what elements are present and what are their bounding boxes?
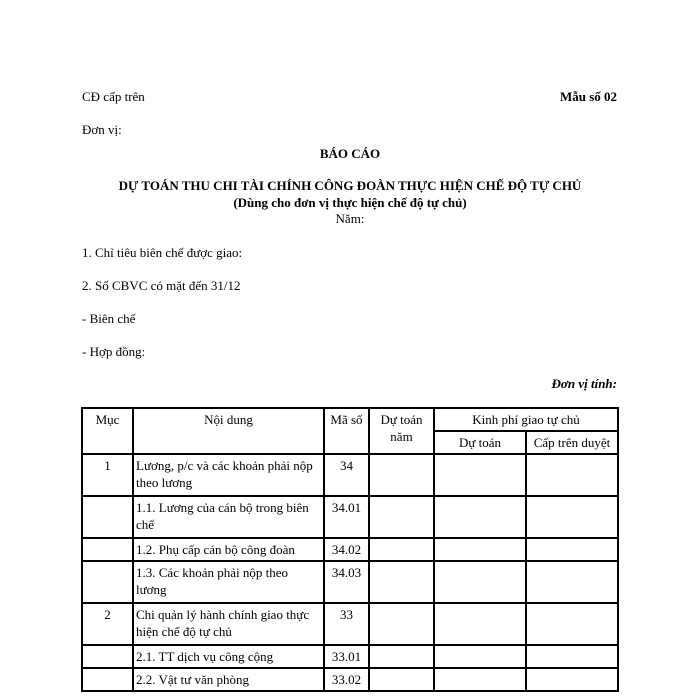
row-cap-tren-duyet-cell	[526, 668, 618, 691]
report-subtitle: DỰ TOÁN THU CHI TÀI CHÍNH CÔNG ĐOÀN THỰC HIỆN CHẾ ĐỘ TỰ CHỦ	[118, 178, 582, 193]
row-cap-tren-duyet-cell	[526, 454, 618, 496]
row-code: 33.02	[324, 668, 369, 691]
row-du-toan-nam-cell	[369, 603, 434, 645]
table-row	[82, 603, 618, 645]
row-muc: 1	[82, 454, 133, 496]
row-cap-tren-duyet-cell	[526, 496, 618, 538]
table-row	[82, 645, 618, 668]
superior-union-label: CĐ cấp trên	[82, 89, 145, 104]
form-code: Mẫu số 02	[559, 89, 617, 104]
table-row	[82, 454, 618, 496]
header-ma-so: Mã số	[324, 408, 369, 454]
row-muc	[82, 645, 133, 668]
table-row	[82, 561, 618, 603]
header-muc: Mục	[82, 408, 133, 454]
header-du-toan-nam: Dự toán năm	[369, 408, 434, 454]
table-row	[82, 496, 618, 538]
row-muc	[82, 538, 133, 561]
row-du-toan-nam-cell	[369, 538, 434, 561]
row-code: 34.01	[324, 496, 369, 538]
row-cap-tren-duyet-cell	[526, 538, 618, 561]
info-staff-quota: 1. Chỉ tiêu biên chế được giao:	[82, 245, 243, 260]
table-row	[82, 668, 618, 691]
header-kinh-phi-giao-tu-chu: Kinh phí giao tự chủ	[434, 408, 618, 431]
row-du-toan-nam-cell	[369, 645, 434, 668]
report-title: BÁO CÁO	[319, 146, 381, 161]
row-du-toan-nam-cell	[369, 668, 434, 691]
usage-note: (Dùng cho đơn vị thực hiện chế độ tự chủ)	[233, 195, 467, 210]
currency-unit-label: Đơn vị tính:	[551, 376, 617, 391]
row-cap-tren-duyet-cell	[526, 645, 618, 668]
row-content: 1.1. Lương của cán bộ trong biên chế	[133, 496, 324, 538]
row-muc	[82, 668, 133, 691]
row-du-toan-cell	[434, 603, 526, 645]
row-content: Lương, p/c và các khoản phải nộp theo lương	[133, 454, 324, 496]
info-staff-count: 2. Số CBVC có mặt đến 31/12	[82, 278, 241, 293]
row-cap-tren-duyet-cell	[526, 561, 618, 603]
row-content: Chi quản lý hành chính giao thực hiện chế độ tự chủ	[133, 603, 324, 645]
info-contract-staff: - Hợp đồng:	[82, 344, 146, 359]
row-du-toan-cell	[434, 454, 526, 496]
row-cap-tren-duyet-cell	[526, 603, 618, 645]
row-du-toan-cell	[434, 668, 526, 691]
row-du-toan-nam-cell	[369, 561, 434, 603]
row-muc	[82, 496, 133, 538]
table-row	[82, 538, 618, 561]
row-muc	[82, 561, 133, 603]
row-code: 33.01	[324, 645, 369, 668]
row-du-toan-cell	[434, 496, 526, 538]
year-label: Năm:	[335, 211, 365, 226]
row-code: 34.03	[324, 561, 369, 603]
row-code: 34.02	[324, 538, 369, 561]
row-code: 34	[324, 454, 369, 496]
row-content: 1.3. Các khoản phải nộp theo lương	[133, 561, 324, 603]
row-du-toan-cell	[434, 538, 526, 561]
row-content: 1.2. Phụ cấp cán bộ công đoàn	[133, 538, 324, 561]
row-content: 2.1. TT dịch vụ công cộng	[133, 645, 324, 668]
row-muc: 2	[82, 603, 133, 645]
header-noi-dung: Nội dung	[133, 408, 324, 454]
row-du-toan-nam-cell	[369, 454, 434, 496]
header-du-toan: Dự toán	[434, 431, 526, 454]
row-content: 2.2. Vật tư văn phòng	[133, 668, 324, 691]
header-cap-tren-duyet: Cấp trên duyệt	[526, 431, 618, 454]
info-permanent-staff: - Biên chế	[82, 311, 136, 326]
unit-label: Đơn vị:	[82, 122, 122, 137]
row-du-toan-cell	[434, 645, 526, 668]
row-du-toan-cell	[434, 561, 526, 603]
row-du-toan-nam-cell	[369, 496, 434, 538]
budget-table	[81, 407, 619, 692]
row-code: 33	[324, 603, 369, 645]
